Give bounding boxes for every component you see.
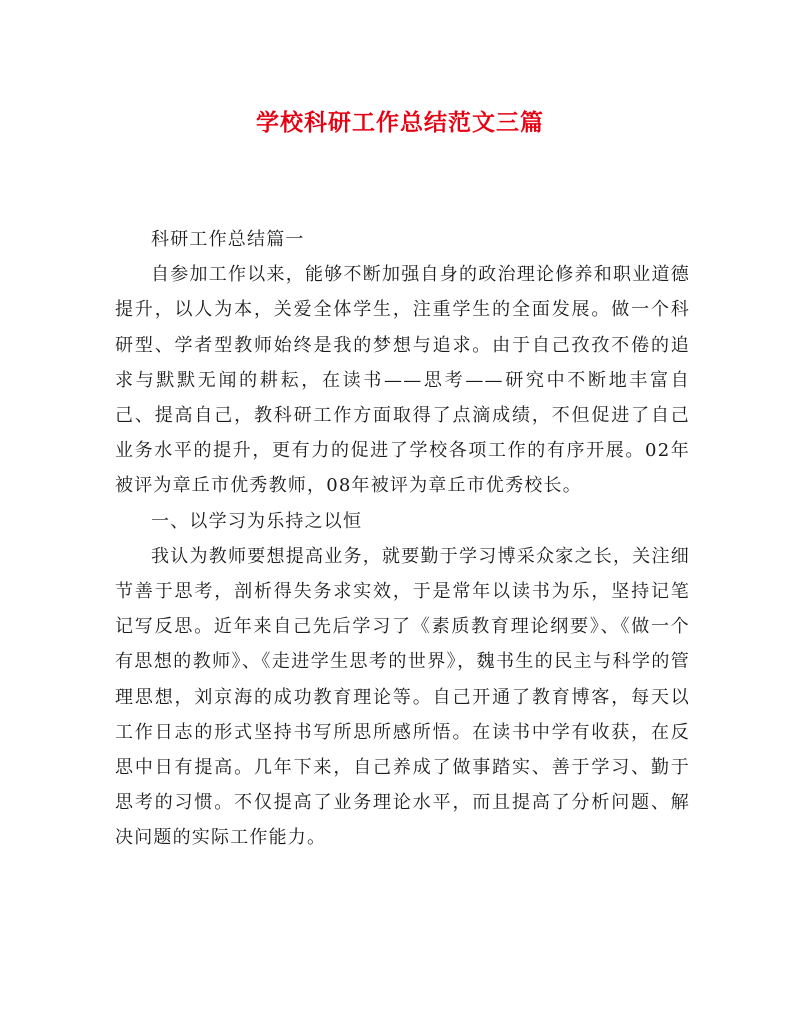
document-title: 学校科研工作总结范文三篇	[256, 109, 544, 136]
body-paragraph: 自参加工作以来，能够不断加强自身的政治理论修养和职业道德提升，以人为本，关爱全体学生，注重学生的全面发展。做一个科研型、学者型教师始终是我的梦想与追求。由于自己孜孜不倦的追求与默默无闻的耕耘，在读书——思考——研究中不断地丰富自己、提高自己，教科研工作方面取得了点滴成绩，不但促进了自己业务水平的提升，更有力的促进了学校各项工作的有序开展。02年被评为章丘市优秀教师，08年被评为章丘市优秀校长。	[115, 264, 690, 497]
section-heading: 科研工作总结篇一	[151, 229, 305, 250]
body-paragraph: 我认为教师要想提高业务，就要勤于学习博采众家之长，关注细节善于思考，剖析得失务求实效，于是常年以读书为乐，坚持记笔记写反思。近年来自己先后学习了《素质教育理论纲要》、《做一个有思想的教师》、《走进学生思考的世界》，魏书生的民主与科学的管理思想，刘京海的成功教育理论等。自己开通了教育博客，每天以工作日志的形式坚持书写所思所感所悟。在读书中学有收获，在反思中日有提高。几年下来，自己养成了做事踏实、善于学习、勤于思考的习惯。不仅提高了业务理论水平，而且提高了分析问题、解决问题的实际工作能力。	[115, 545, 690, 849]
document-body	[115, 222, 690, 856]
section-heading: 一、以学习为乐持之以恒	[151, 510, 363, 532]
